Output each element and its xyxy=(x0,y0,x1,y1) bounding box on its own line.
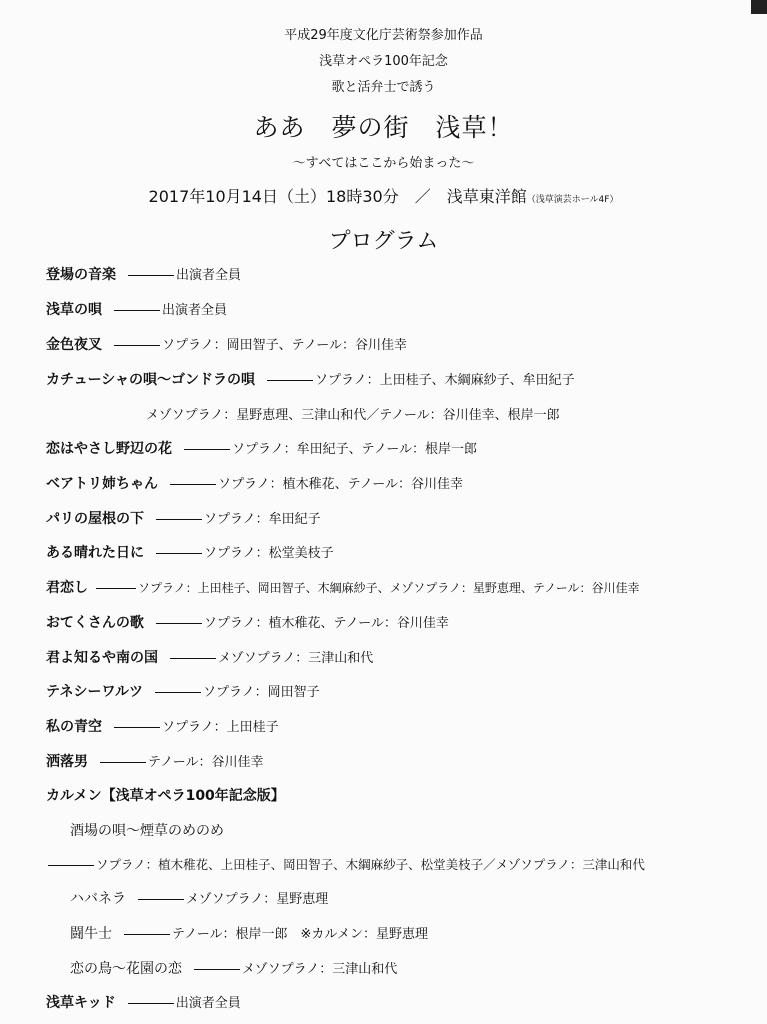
carmen-song xyxy=(70,923,428,943)
dash-divider xyxy=(170,658,216,659)
song-title: カチューシャの唄～ゴンドラの唄 xyxy=(46,372,256,388)
song-title: ある晴れた日に xyxy=(46,545,144,561)
song-title: 浅草キッド xyxy=(46,995,116,1011)
cast-list: メゾソプラノ：三津山和代 xyxy=(242,962,398,977)
header-line-1: 平成29年度文化庁芸術祭参加作品 xyxy=(284,28,483,43)
song-title: おてくさんの歌 xyxy=(46,615,144,631)
cast-list: 出演者全員 xyxy=(176,268,242,283)
song-title: 洒落男 xyxy=(46,754,88,770)
carmen-song xyxy=(70,888,328,908)
song-title: 闘牛士 xyxy=(70,926,112,942)
dash-divider xyxy=(100,762,146,763)
dash-divider xyxy=(155,692,201,693)
program-item xyxy=(46,473,463,493)
dash-divider xyxy=(124,934,170,935)
cast-list: ソプラノ：上田桂子、岡田智子、木綱麻紗子、メゾソプラノ：星野恵理、テノール：谷川佳幸 xyxy=(138,581,640,595)
program-item xyxy=(46,751,263,771)
date-venue: 2017年10月14日（土）18時30分 ／ 浅草東洋館 xyxy=(148,187,527,206)
dash-divider xyxy=(128,275,174,276)
dash-divider xyxy=(48,865,94,866)
program-item xyxy=(46,992,241,1012)
cast-list: ソプラノ：牟田紀子 xyxy=(204,512,321,527)
carmen-song: 酒場の唄～煙草のめのめ xyxy=(70,823,224,839)
cast-list: ソプラノ：上田桂子、木綱麻紗子、牟田紀子 xyxy=(315,373,575,388)
program-heading: プログラム xyxy=(328,229,439,254)
program-item xyxy=(46,716,279,736)
cast-list: ソプラノ：牟田紀子、テノール：根岸一郎 xyxy=(232,442,478,457)
program-item xyxy=(46,299,227,319)
cast-list: メゾソプラノ：三津山和代 xyxy=(218,651,374,666)
dash-divider xyxy=(156,553,202,554)
song-title: ハバネラ xyxy=(70,891,126,907)
song-title: 君よ知るや南の国 xyxy=(46,650,158,666)
program-item xyxy=(46,647,373,667)
program-item xyxy=(46,577,639,597)
cast-list: ソプラノ：植木稚花、テノール：谷川佳幸 xyxy=(203,616,449,631)
program-item xyxy=(46,369,575,389)
cast-list: ソプラノ：植木稚花、テノール：谷川佳幸 xyxy=(218,477,464,492)
cast-list: テノール：谷川佳幸 xyxy=(148,755,264,770)
dash-divider xyxy=(114,345,160,346)
dash-divider xyxy=(114,310,160,311)
program-item xyxy=(46,542,334,562)
song-title: 登場の音楽 xyxy=(46,267,116,283)
dash-divider xyxy=(96,588,136,589)
dash-divider xyxy=(128,1003,174,1004)
song-title: 恋の鳥～花園の恋 xyxy=(70,961,182,977)
dash-divider xyxy=(184,449,230,450)
cast-continuation: メゾソプラノ：星野恵理、三津山和代／テノール：谷川佳幸、根岸一郎 xyxy=(146,408,560,423)
dash-divider xyxy=(156,519,202,520)
dash-divider xyxy=(114,727,160,728)
date-venue-line xyxy=(0,184,767,207)
program-item xyxy=(46,612,449,632)
song-title: テネシーワルツ xyxy=(46,684,144,700)
venue-note: （浅草演芸ホール4F） xyxy=(526,195,619,205)
dash-divider xyxy=(156,623,202,624)
page-title: ああ 夢の街 浅草！ xyxy=(253,113,514,142)
dash-divider xyxy=(138,899,184,900)
scan-edge-mark xyxy=(751,0,767,14)
cast-list: ソプラノ：植木稚花、上田桂子、岡田智子、木綱麻紗子、松堂美枝子／メゾソプラノ：三津山和代 xyxy=(96,857,645,872)
carmen-heading xyxy=(46,785,285,805)
cast-list: メゾソプラノ：星野恵理 xyxy=(186,892,329,907)
header-line-3: 歌と活弁士で誘う xyxy=(331,80,436,95)
dash-divider xyxy=(267,380,313,381)
cast-list: テノール：根岸一郎 ※カルメン：星野恵理 xyxy=(172,927,428,942)
dash-divider xyxy=(194,969,240,970)
song-title: 浅草の唄 xyxy=(46,302,102,318)
header-line-2: 浅草オペラ100年記念 xyxy=(319,54,448,69)
carmen-song xyxy=(70,958,397,978)
program-item xyxy=(46,334,407,354)
program-item xyxy=(46,508,321,528)
section-title: カルメン【浅草オペラ100年記念版】 xyxy=(46,788,285,804)
cast-list: ソプラノ：岡田智子、テノール：谷川佳幸 xyxy=(162,338,408,353)
song-title: 私の青空 xyxy=(46,719,102,735)
program-item xyxy=(46,264,241,284)
song-title: 金色夜叉 xyxy=(46,337,102,353)
song-title: 君恋し xyxy=(46,580,88,596)
subtitle: ～すべてはここから始まった～ xyxy=(292,156,475,171)
song-title: ベアトリ姉ちゃん xyxy=(46,476,158,492)
dash-divider xyxy=(170,484,216,485)
cast-list: ソプラノ：上田桂子 xyxy=(162,720,279,735)
program-item xyxy=(46,681,320,701)
song-title: パリの屋根の下 xyxy=(46,511,144,527)
cast-list: 出演者全員 xyxy=(162,303,228,318)
cast-list: ソプラノ：岡田智子 xyxy=(203,685,320,700)
cast-list: 出演者全員 xyxy=(175,996,241,1011)
carmen-song-cast xyxy=(48,855,645,873)
song-title: 恋はやさし野辺の花 xyxy=(46,441,172,457)
program-item xyxy=(46,438,477,458)
cast-list: ソプラノ：松堂美枝子 xyxy=(204,546,334,561)
